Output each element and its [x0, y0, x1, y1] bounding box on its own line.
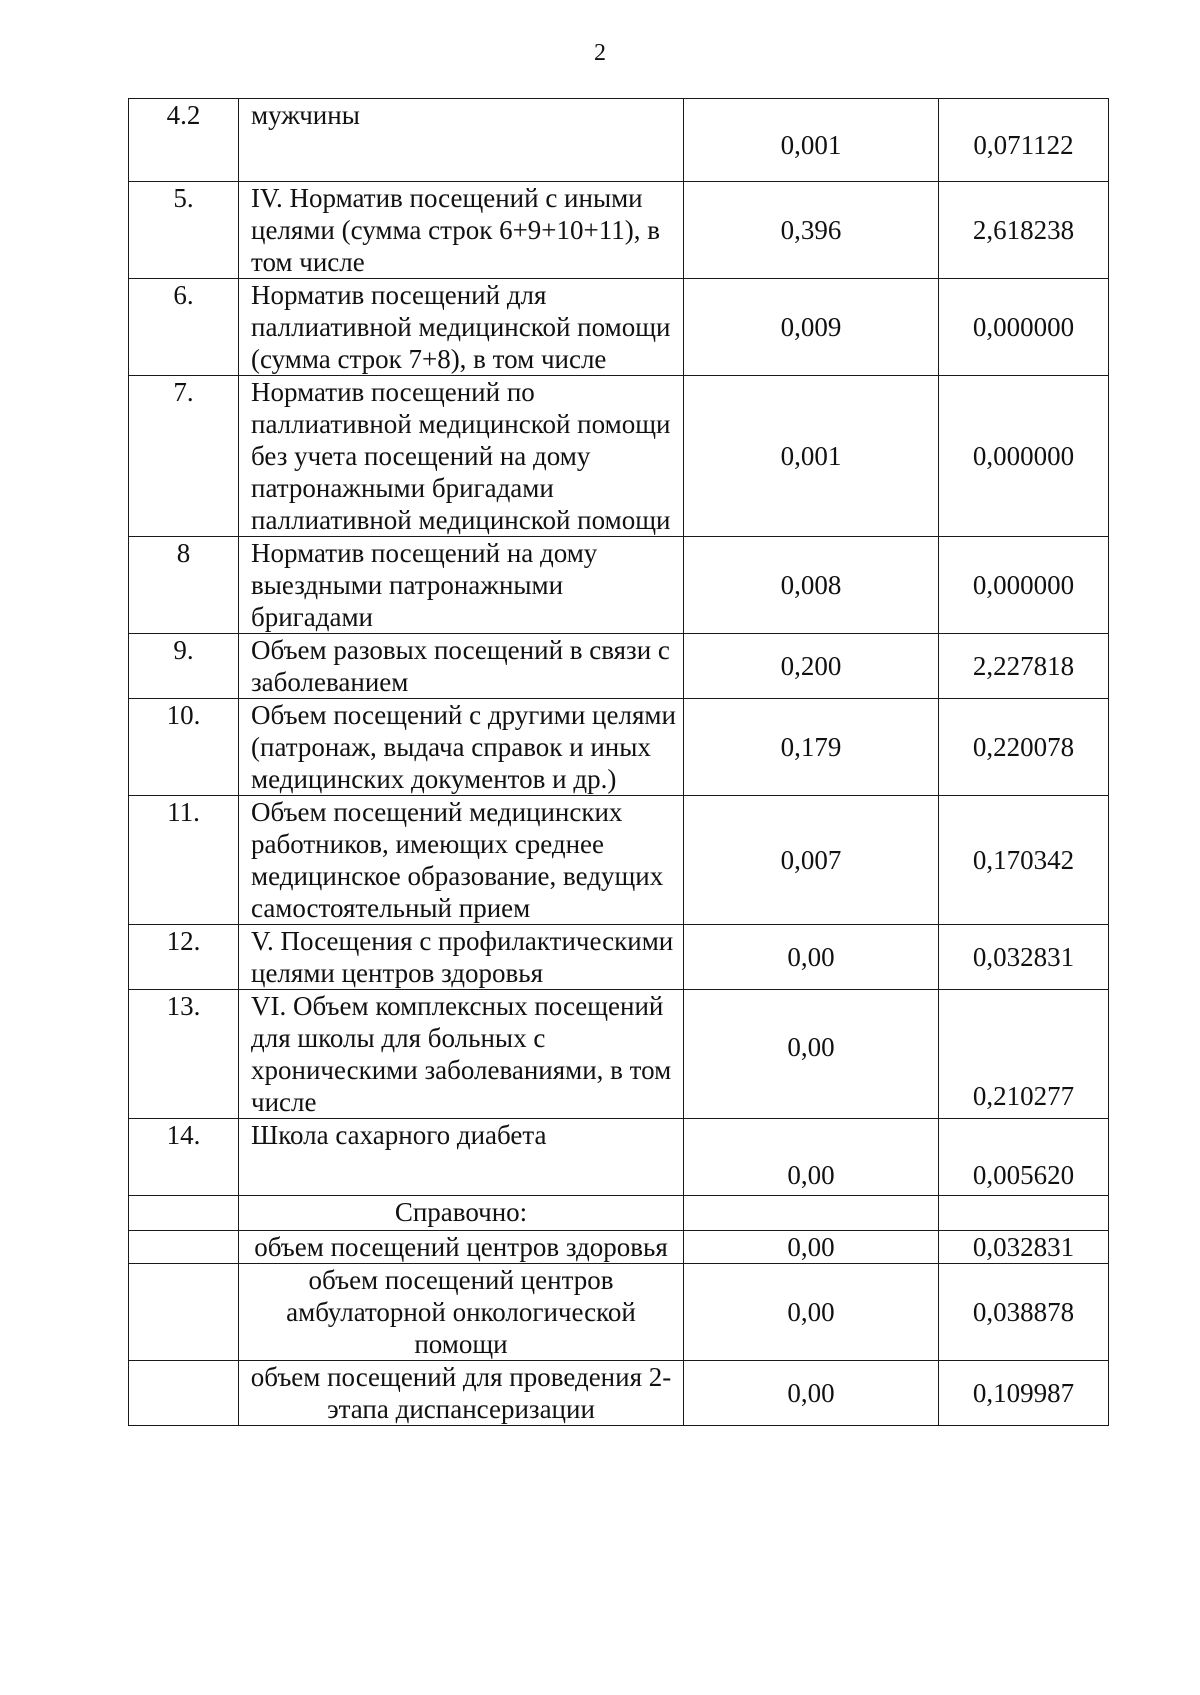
row-name: объем посещений для проведения 2-этапа диспансеризации [239, 1361, 684, 1426]
row-number: 13. [129, 990, 239, 1119]
row-value-1: 0,00 [684, 1264, 939, 1361]
empty-cell [129, 1196, 239, 1231]
reference-heading-row [129, 1196, 1109, 1231]
row-name: Объем посещений медицинских работников, имеющих среднее медицинское образование, ведущих самостоятельный прием [239, 796, 684, 925]
row-name: Объем посещений с другими целями (патронаж, выдача справок и иных медицинских документов и др.) [239, 699, 684, 796]
indicators-table [128, 98, 1109, 1426]
row-value-1: 0,00 [684, 1231, 939, 1264]
table-row [129, 99, 1109, 182]
table-row [129, 1119, 1109, 1196]
row-value-1: 0,179 [684, 699, 939, 796]
table-row [129, 796, 1109, 925]
empty-cell [129, 1264, 239, 1361]
row-name: Норматив посещений по паллиативной медицинской помощи без учета посещений на дому патронажными бригадами паллиативной медицинской помощи [239, 376, 684, 537]
table-row [129, 537, 1109, 634]
row-number: 7. [129, 376, 239, 537]
row-number: 9. [129, 634, 239, 699]
row-name: Объем разовых посещений в связи с заболеванием [239, 634, 684, 699]
row-value-2: 0,000000 [939, 279, 1109, 376]
row-name: IV. Норматив посещений с иными целями (сумма строк 6+9+10+11), в том числе [239, 182, 684, 279]
row-value-1: 0,009 [684, 279, 939, 376]
table-row [129, 376, 1109, 537]
row-value-2: 2,227818 [939, 634, 1109, 699]
empty-cell [129, 1361, 239, 1426]
row-value-1: 0,200 [684, 634, 939, 699]
row-value-2: 0,109987 [939, 1361, 1109, 1426]
row-name: Норматив посещений на дому выездными патронажными бригадами [239, 537, 684, 634]
empty-cell [129, 1231, 239, 1264]
empty-cell [939, 1196, 1109, 1231]
reference-heading: Справочно: [239, 1196, 684, 1231]
table-row [129, 279, 1109, 376]
row-value-2: 0,170342 [939, 796, 1109, 925]
row-value-1: 0,00 [684, 990, 939, 1119]
row-value-1: 0,396 [684, 182, 939, 279]
row-name: Школа сахарного диабета [239, 1119, 684, 1196]
row-number: 6. [129, 279, 239, 376]
row-name: объем посещений центров амбулаторной онкологической помощи [239, 1264, 684, 1361]
row-name: мужчины [239, 99, 684, 182]
row-number: 8 [129, 537, 239, 634]
table-row [129, 1361, 1109, 1426]
table-row [129, 1264, 1109, 1361]
row-number: 4.2 [129, 99, 239, 182]
row-name: объем посещений центров здоровья [239, 1231, 684, 1264]
empty-cell [684, 1196, 939, 1231]
row-value-1: 0,00 [684, 925, 939, 990]
row-value-2: 0,220078 [939, 699, 1109, 796]
row-number: 5. [129, 182, 239, 279]
row-value-2: 0,032831 [939, 1231, 1109, 1264]
table-row [129, 699, 1109, 796]
row-value-1: 0,001 [684, 99, 939, 182]
page-number: 2 [594, 40, 606, 66]
row-number: 12. [129, 925, 239, 990]
row-name: Норматив посещений для паллиативной медицинской помощи (сумма строк 7+8), в том числе [239, 279, 684, 376]
row-value-1: 0,00 [684, 1361, 939, 1426]
row-value-1: 0,007 [684, 796, 939, 925]
row-value-2: 0,032831 [939, 925, 1109, 990]
row-value-2: 0,038878 [939, 1264, 1109, 1361]
row-value-1: 0,00 [684, 1119, 939, 1196]
row-number: 11. [129, 796, 239, 925]
row-value-1: 0,008 [684, 537, 939, 634]
row-value-2: 0,071122 [939, 99, 1109, 182]
row-value-2: 0,000000 [939, 537, 1109, 634]
row-number: 10. [129, 699, 239, 796]
table-row [129, 1231, 1109, 1264]
row-name: VI. Объем комплексных посещений для школы для больных с хроническими заболеваниями, в том числе [239, 990, 684, 1119]
row-value-2: 0,005620 [939, 1119, 1109, 1196]
table-row [129, 925, 1109, 990]
row-value-1: 0,001 [684, 376, 939, 537]
table-row [129, 634, 1109, 699]
row-value-2: 2,618238 [939, 182, 1109, 279]
table-row [129, 182, 1109, 279]
table-row [129, 990, 1109, 1119]
row-value-2: 0,000000 [939, 376, 1109, 537]
row-value-2: 0,210277 [939, 990, 1109, 1119]
row-name: V. Посещения с профилактическими целями центров здоровья [239, 925, 684, 990]
row-number: 14. [129, 1119, 239, 1196]
